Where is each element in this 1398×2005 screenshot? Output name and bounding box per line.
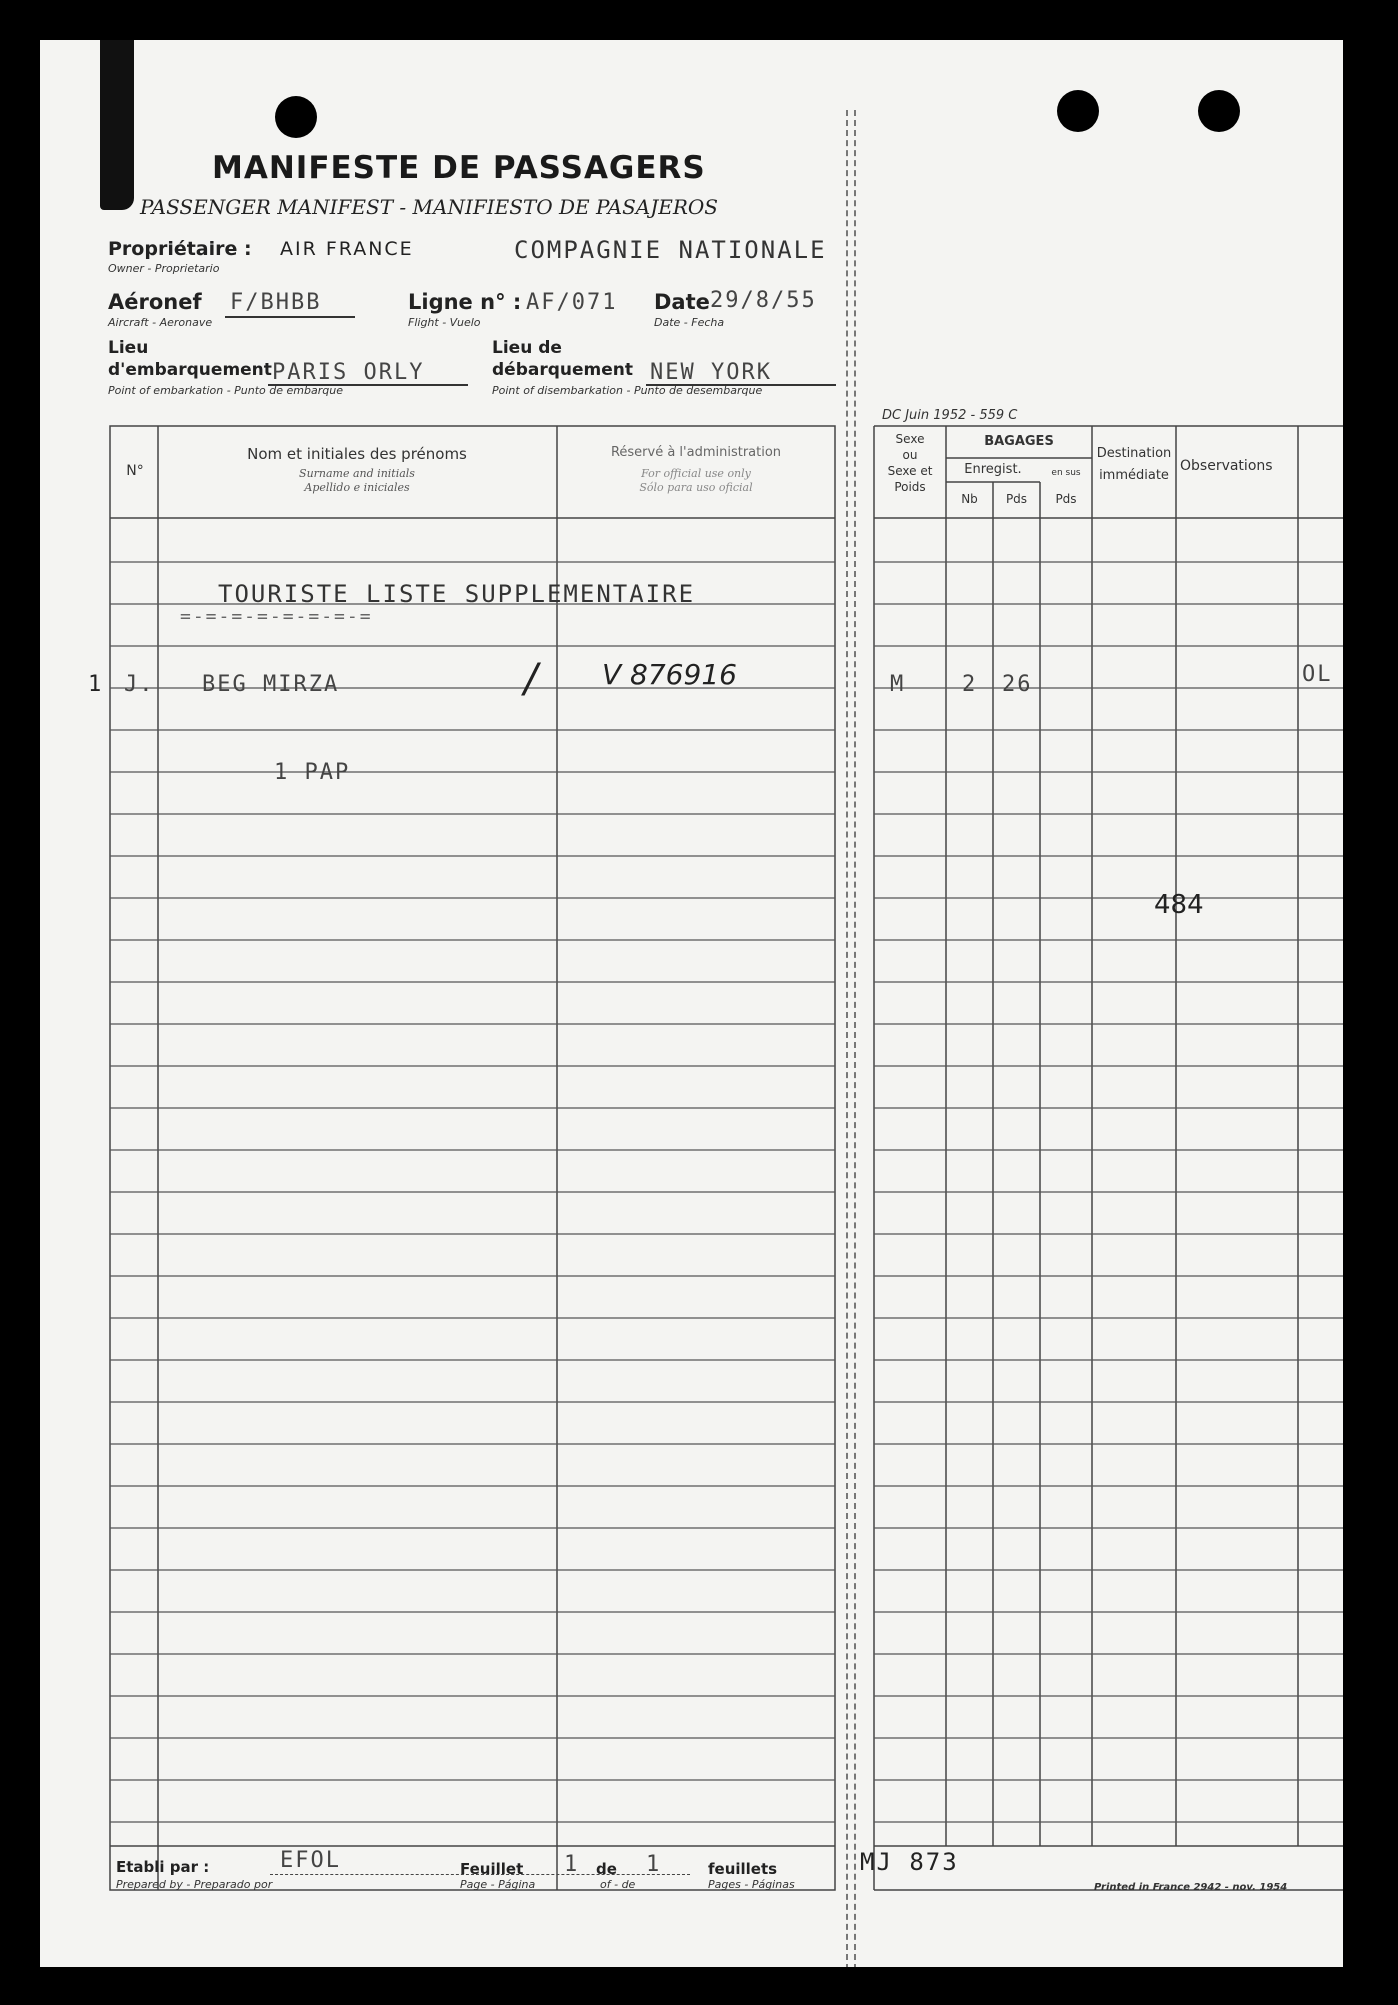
embarkation-label-1: Lieu — [108, 338, 149, 358]
col-header-pds: Pds — [1005, 492, 1028, 506]
col-header-name-sub1: Surname and initials — [299, 467, 415, 480]
passenger-row-index: 1 — [88, 672, 104, 697]
note-line: 1 PAP — [274, 760, 351, 785]
prepared-label-sub: Prepared by - Preparado por — [116, 1878, 273, 1891]
col-header-pds2: Pds — [1055, 492, 1077, 506]
reference-number: MJ 873 — [860, 1848, 959, 1876]
prepared-label: Etabli par : — [116, 1858, 210, 1876]
disembarkation-label-1: Lieu de — [492, 338, 562, 358]
embarkation-label-sub: Point of embarkation - Punto de embarque — [108, 384, 343, 397]
col-header-observations: Observations — [1180, 458, 1273, 474]
disembarkation-value: NEW YORK — [650, 360, 772, 385]
sheets-label-sub: Pages - Páginas — [708, 1878, 795, 1891]
section-underline: =-=-=-=-=-=-=-= — [180, 606, 373, 627]
col-header-destination-1: Destination — [1096, 446, 1172, 461]
page-subtitle: PASSENGER MANIFEST - MANIFIESTO DE PASAJEROS — [140, 195, 718, 219]
passenger-bag-pds: 26 — [1002, 672, 1033, 697]
passenger-admin-value: V 876916 — [602, 658, 737, 691]
col-header-baggage: BAGAGES — [984, 434, 1054, 449]
date-label: Date — [654, 290, 710, 314]
disembarkation-label-2: débarquement — [492, 360, 633, 380]
handwritten-number: 484 — [1154, 890, 1204, 920]
col-header-sex-4: Poids — [894, 480, 926, 494]
col-header-no: N° — [126, 463, 144, 479]
col-header-destination-2: immédiate — [1099, 468, 1169, 483]
section-heading: TOURISTE LISTE SUPPLEMENTAIRE — [218, 580, 696, 608]
col-header-admin-sub2: Sólo para uso oficial — [639, 481, 753, 494]
col-header-sex-2: ou — [902, 448, 918, 462]
sheet-label: Feuillet — [460, 1860, 524, 1878]
passenger-initial: J. — [124, 672, 155, 697]
of-label: de — [596, 1860, 617, 1878]
prepared-value: EFOL — [280, 1848, 341, 1873]
of-label-sub: of - de — [600, 1878, 636, 1891]
aircraft-label-sub: Aircraft - Aeronave — [108, 316, 213, 329]
aircraft-label: Aéronef — [108, 290, 202, 314]
manifest-sheet — [40, 40, 1343, 1967]
col-header-sex-1: Sexe — [895, 432, 925, 446]
col-header-enregist: Enregist. — [964, 462, 1022, 477]
col-header-name: Nom et initiales des prénoms — [247, 445, 467, 463]
passenger-admin-mark: / — [524, 656, 538, 702]
passenger-sex: M — [890, 672, 906, 697]
passenger-bag-nb: 2 — [962, 672, 978, 697]
page-title: MANIFESTE DE PASSAGERS — [212, 150, 706, 186]
col-header-nb: Nb — [961, 492, 978, 506]
owner-label: Propriétaire : — [108, 238, 252, 260]
col-header-name-sub2: Apellido e iniciales — [304, 481, 410, 494]
of-value: 1 — [646, 1852, 662, 1877]
owner-label-sub: Owner - Proprietario — [108, 262, 220, 275]
col-header-extra: en sus — [1051, 468, 1081, 478]
embarkation-label-2: d'embarquement — [108, 360, 272, 380]
aircraft-value: F/BHBB — [230, 290, 322, 315]
flight-label-sub: Flight - Vuelo — [408, 316, 481, 329]
printed-note: Printed in France 2942 - nov. 1954 — [1094, 1882, 1288, 1893]
owner-value-typed: COMPAGNIE NATIONALE — [514, 236, 827, 264]
passenger-name: BEG MIRZA — [202, 672, 340, 697]
col-header-admin-sub1: For official use only — [641, 467, 751, 480]
col-header-sex-3: Sexe et — [887, 464, 933, 478]
footer-underline — [270, 1874, 690, 1875]
disembarkation-label-sub: Point of disembarkation - Punto de desembarque — [492, 384, 763, 397]
embarkation-value: PARIS ORLY — [272, 360, 425, 385]
date-value: 29/8/55 — [710, 288, 817, 313]
date-label-sub: Date - Fecha — [654, 316, 725, 329]
flight-value: AF/071 — [526, 290, 618, 315]
col-header-admin: Réservé à l'administration — [610, 445, 782, 460]
table-grid — [40, 40, 1343, 1967]
flight-label: Ligne n° : — [408, 290, 522, 314]
owner-value-printed: AIR FRANCE — [280, 238, 414, 260]
sheets-label: feuillets — [708, 1860, 778, 1878]
sheet-label-sub: Page - Página — [460, 1878, 536, 1891]
passenger-observation: OL — [1302, 662, 1333, 687]
sheet-value: 1 — [564, 1852, 580, 1877]
form-code: DC Juin 1952 - 559 C — [882, 408, 1018, 423]
